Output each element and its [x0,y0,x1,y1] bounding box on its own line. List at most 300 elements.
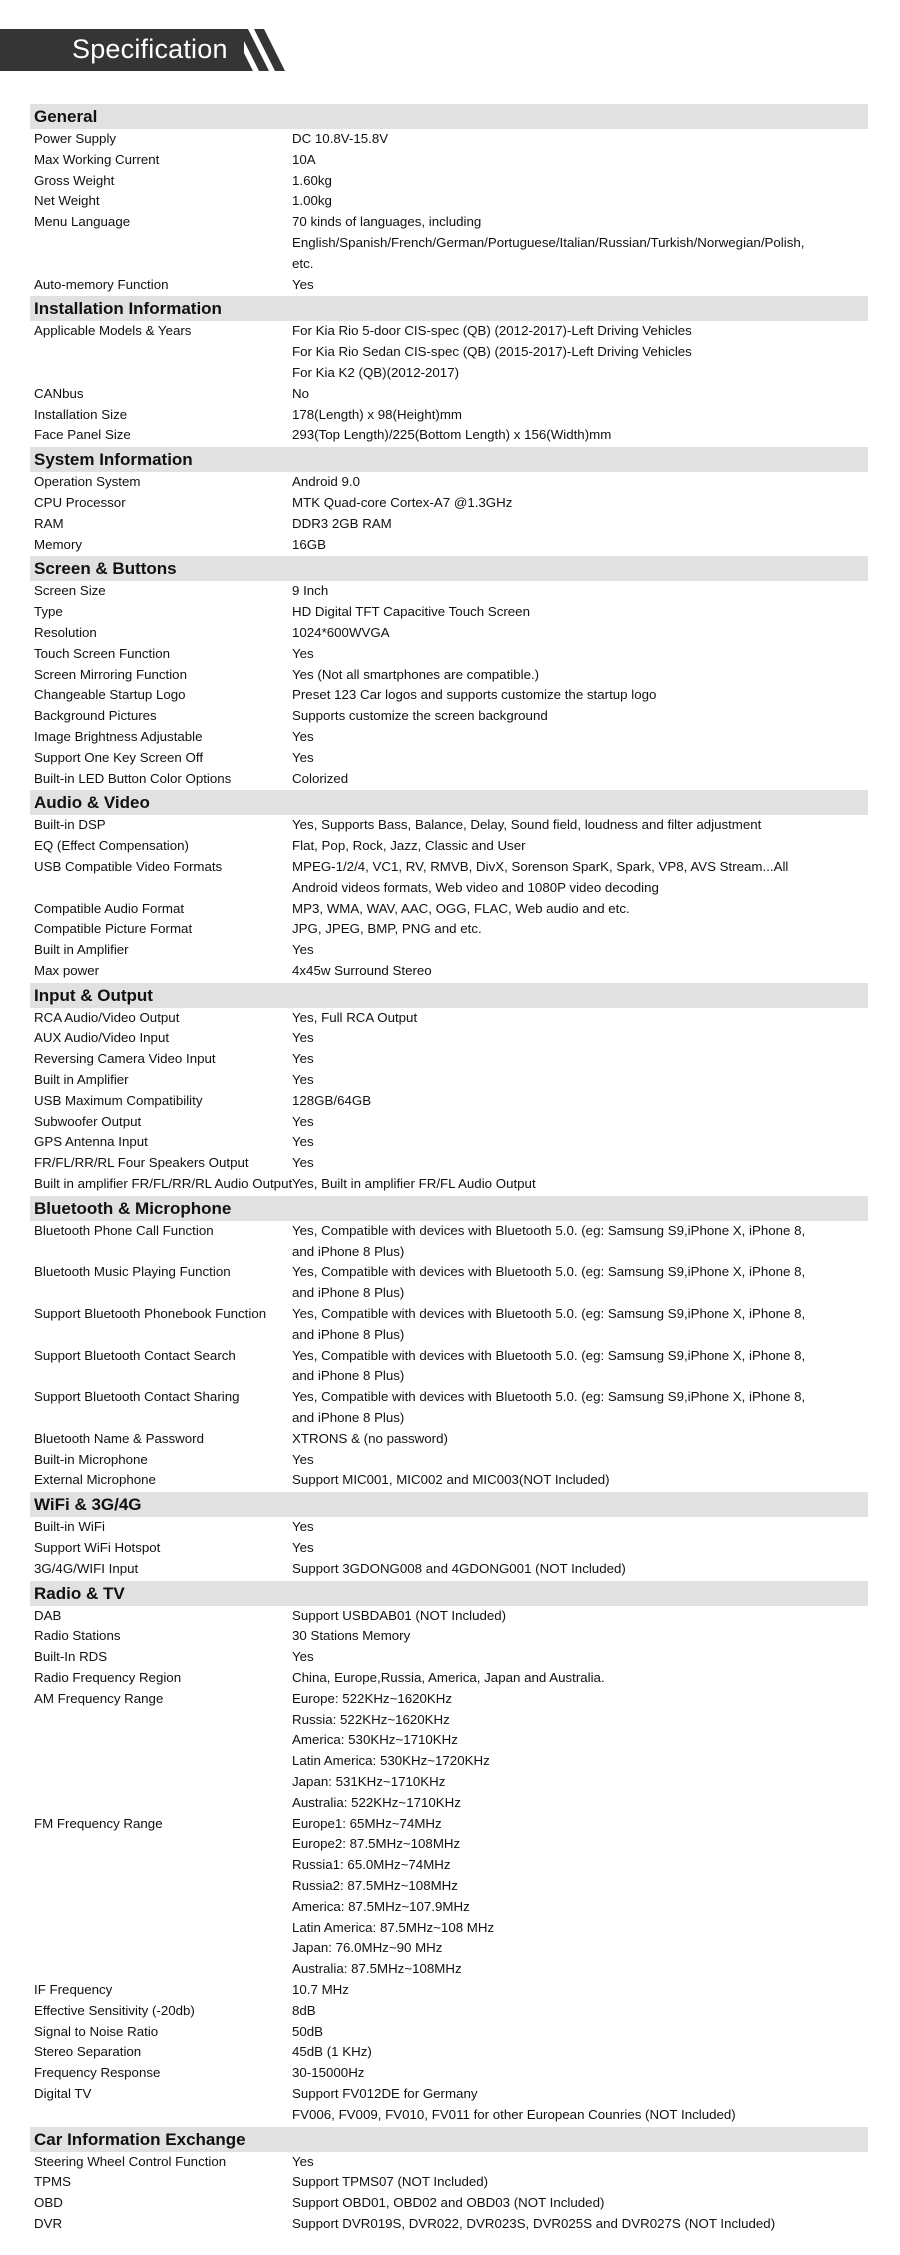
spec-value [292,405,868,426]
spec-row [30,1387,868,1429]
spec-label: GPS Antenna Input [34,1134,148,1150]
spec-label: Digital TV [34,2085,92,2101]
spec-row [30,1221,868,1263]
spec-label: Touch Screen Function [34,645,171,661]
spec-row [30,1626,868,1647]
spec-value-line: and iPhone 8 Plus) [292,1243,405,1259]
spec-value [292,899,868,920]
spec-label: Built in Amplifier [34,1072,129,1088]
spec-value [292,1538,868,1559]
spec-value-line: MP3, WMA, WAV, AAC, OGG, FLAC, Web audio and etc. [292,900,630,916]
spec-value-line: Australia: 522KHz~1710KHz [292,1794,461,1810]
spec-value-line: Yes [292,1030,314,1046]
section-header: Car Information Exchange [30,2127,868,2152]
spec-label: USB Compatible Video Formats [34,858,223,874]
spec-row [30,623,868,644]
spec-label: RAM [34,515,64,531]
spec-value [292,1346,868,1388]
spec-row [30,472,868,493]
spec-row [30,899,868,920]
spec-label: Net Weight [34,193,100,209]
spec-value-line: Yes [292,1051,314,1067]
spec-row [30,171,868,192]
page-title: Specification [72,34,228,64]
spec-value [292,644,868,665]
spec-row [30,275,868,296]
spec-value [292,1689,868,1814]
spec-value-line: Yes [292,1519,314,1535]
spec-value-line: Yes [292,728,314,744]
spec-value [292,1028,868,1049]
spec-value-line: and iPhone 8 Plus) [292,1326,405,1342]
spec-row [30,493,868,514]
spec-value-line: and iPhone 8 Plus) [292,1285,405,1301]
spec-row [30,1091,868,1112]
spec-value-line: Yes (Not all smartphones are compatible.) [292,666,540,682]
spec-value [292,836,868,857]
spec-value-line: 4x45w Surround Stereo [292,962,432,978]
spec-row [30,919,868,940]
spec-value [292,1559,868,1580]
spec-value-line: Yes, Compatible with devices with Bluetooth 5.0. (eg: Samsung S9,iPhone X, iPhone 8, [292,1389,806,1405]
spec-value-line: and iPhone 8 Plus) [292,1410,405,1426]
spec-label: USB Maximum Compatibility [34,1092,203,1108]
spec-label: 3G/4G/WIFI Input [34,1560,139,1576]
spec-label: Support Bluetooth Phonebook Function [34,1306,267,1322]
spec-label: OBD [34,2195,63,2211]
spec-row [30,1028,868,1049]
spec-row [30,384,868,405]
spec-row [30,602,868,623]
section-header: General [30,104,868,129]
spec-row [30,2193,868,2214]
spec-value-line: Yes [292,276,314,292]
spec-value-line: and iPhone 8 Plus) [292,1368,405,1384]
spec-label: Built-in DSP [34,817,106,833]
spec-value-line: Yes, Compatible with devices with Bluetooth 5.0. (eg: Samsung S9,iPhone X, iPhone 8, [292,1347,806,1363]
spec-label: Frequency Response [34,2065,161,2081]
section-header: Screen & Buttons [30,556,868,581]
spec-row [30,1174,868,1195]
spec-value [292,150,868,171]
spec-label: Screen Size [34,583,106,599]
spec-label: TPMS [34,2174,71,2190]
spec-row [30,129,868,150]
spec-value-line: Yes [292,1649,314,1665]
spec-value-line: Yes [292,942,314,958]
spec-row [30,644,868,665]
spec-label: Signal to Noise Ratio [34,2023,159,2039]
spec-label: Menu Language [34,214,131,230]
spec-value [292,665,868,686]
spec-value-line: Support DVR019S, DVR022, DVR023S, DVR025S and DVR027S (NOT Included) [292,2215,776,2231]
spec-value [292,1153,868,1174]
spec-row [30,1517,868,1538]
spec-value [292,2172,868,2193]
spec-value [292,961,868,982]
spec-row [30,815,868,836]
spec-value [292,493,868,514]
spec-label: Radio Stations [34,1628,121,1644]
spec-row [30,685,868,706]
spec-table [30,103,868,2235]
spec-value-line: JPG, JPEG, BMP, PNG and etc. [292,921,482,937]
spec-value [292,1008,868,1029]
spec-value [292,1980,868,2001]
spec-value [292,706,868,727]
spec-value-line: MTK Quad-core Cortex-A7 @1.3GHz [292,494,513,510]
spec-value [292,857,868,899]
spec-label: Screen Mirroring Function [34,666,187,682]
spec-label: FM Frequency Range [34,1815,163,1831]
spec-value [292,2084,868,2126]
spec-row [30,321,868,383]
spec-value-line: Yes [292,1155,314,1171]
spec-label: AM Frequency Range [34,1690,164,1706]
spec-value [292,1049,868,1070]
spec-value [292,581,868,602]
spec-value-line: For Kia K2 (QB)(2012-2017) [292,364,460,380]
spec-value [292,191,868,212]
spec-label: Subwoofer Output [34,1113,142,1129]
spec-row [30,1153,868,1174]
spec-value [292,1112,868,1133]
spec-row [30,2084,868,2126]
spec-value-line: Yes, Compatible with devices with Bluetooth 5.0. (eg: Samsung S9,iPhone X, iPhone 8, [292,1306,806,1322]
spec-value [292,384,868,405]
spec-label: EQ (Effect Compensation) [34,838,189,854]
spec-value [292,1668,868,1689]
spec-value-line: Latin America: 87.5MHz~108 MHz [292,1919,495,1935]
spec-value [292,940,868,961]
spec-value-line: FV006, FV009, FV010, FV011 for other European Counries (NOT Included) [292,2106,736,2122]
spec-row [30,940,868,961]
spec-value-line: Support TPMS07 (NOT Included) [292,2174,489,2190]
spec-label: Support WiFi Hotspot [34,1540,161,1556]
spec-label: Built in amplifier FR/FL/RR/RL Audio Output [34,1176,293,1192]
spec-row [30,1689,868,1814]
section-header: WiFi & 3G/4G [30,1492,868,1517]
spec-value-line: Yes, Compatible with devices with Bluetooth 5.0. (eg: Samsung S9,iPhone X, iPhone 8, [292,1222,806,1238]
spec-row [30,1262,868,1304]
spec-value-line: Yes, Full RCA Output [292,1009,418,1025]
spec-value-line: 1024*600WVGA [292,624,390,640]
spec-row [30,1470,868,1491]
spec-value [292,1450,868,1471]
spec-value-line: No [292,385,309,401]
spec-value-line: 1.00kg [292,193,332,209]
spec-value [292,1262,868,1304]
spec-value-line: 178(Length) x 98(Height)mm [292,406,462,422]
spec-value [292,2214,868,2235]
spec-label: CANbus [34,385,84,401]
spec-value [292,1304,868,1346]
spec-value-line: 9 Inch [292,583,329,599]
spec-value-line: Support 3GDONG008 and 4GDONG001 (NOT Included) [292,1560,626,1576]
spec-label: Background Pictures [34,708,157,724]
spec-value-line: Yes, Compatible with devices with Bluetooth 5.0. (eg: Samsung S9,iPhone X, iPhone 8, [292,1264,806,1280]
spec-row [30,836,868,857]
section-header: Input & Output [30,983,868,1008]
spec-value-line: Russia1: 65.0MHz~74MHz [292,1857,451,1873]
spec-label: Built-in LED Button Color Options [34,770,232,786]
spec-value-line: English/Spanish/French/German/Portuguese/Italian/Russian/Turkish/Norwegian/Polish, [292,234,805,250]
spec-value-line: Yes [292,749,314,765]
spec-value [292,212,868,274]
spec-value [292,514,868,535]
spec-value [292,2152,868,2173]
spec-label: Built-In RDS [34,1649,108,1665]
spec-row [30,212,868,274]
spec-value-line: Russia: 522KHz~1620KHz [292,1711,450,1727]
spec-value [292,2063,868,2084]
spec-value [292,1470,868,1491]
spec-value-line: Support OBD01, OBD02 and OBD03 (NOT Included) [292,2195,605,2211]
spec-value-line: America: 530KHz~1710KHz [292,1732,458,1748]
spec-label: RCA Audio/Video Output [34,1009,180,1025]
spec-value [292,2042,868,2063]
spec-value-line: 30 Stations Memory [292,1628,411,1644]
spec-value [292,1606,868,1627]
spec-row [30,1980,868,2001]
spec-value [292,1387,868,1429]
spec-value-line: 10.7 MHz [292,1981,349,1997]
spec-value-line: Support FV012DE for Germany [292,2085,478,2101]
spec-value [292,1091,868,1112]
spec-value-line: 70 kinds of languages, including [292,214,482,230]
spec-row [30,1049,868,1070]
spec-value-line: 128GB/64GB [292,1092,372,1108]
spec-value [292,275,868,296]
spec-row [30,191,868,212]
spec-row [30,706,868,727]
spec-value [292,321,868,383]
spec-value [292,748,868,769]
section-header: Radio & TV [30,1581,868,1606]
spec-label: AUX Audio/Video Input [34,1030,170,1046]
spec-value [292,2001,868,2022]
spec-row [30,748,868,769]
spec-row [30,581,868,602]
spec-value-line: America: 87.5MHz~107.9MHz [292,1898,470,1914]
section-header: Installation Information [30,296,868,321]
spec-value [292,129,868,150]
spec-value-line: Yes [292,645,314,661]
spec-value-line: 30-15000Hz [292,2065,365,2081]
spec-value-line: Android videos formats, Web video and 1080P video decoding [292,879,659,895]
spec-value-line: Android 9.0 [292,474,361,490]
spec-value [292,1132,868,1153]
spec-row [30,1647,868,1668]
spec-row [30,150,868,171]
spec-value-line: Yes [292,1072,314,1088]
spec-value [292,769,868,790]
spec-label: Effective Sensitivity (-20db) [34,2002,195,2018]
spec-row [30,665,868,686]
spec-label: Bluetooth Music Playing Function [34,1264,231,1280]
spec-row [30,2001,868,2022]
spec-value-line: Support MIC001, MIC002 and MIC003(NOT Included) [292,1472,610,1488]
spec-value [292,815,868,836]
spec-row [30,1450,868,1471]
spec-row [30,2063,868,2084]
section-header: System Information [30,447,868,472]
spec-label: Type [34,604,63,620]
spec-label: Gross Weight [34,172,115,188]
spec-row [30,535,868,556]
spec-value [292,1070,868,1091]
spec-value [292,171,868,192]
spec-value [292,2022,868,2043]
spec-value [292,472,868,493]
spec-value-line: HD Digital TFT Capacitive Touch Screen [292,604,530,620]
spec-label: Memory [34,536,83,552]
spec-label: Built in Amplifier [34,942,129,958]
spec-value-line: 10A [292,151,316,167]
spec-row [30,2042,868,2063]
spec-row [30,1132,868,1153]
spec-value [292,919,868,940]
spec-row [30,727,868,748]
spec-value-line: Yes [292,1451,314,1467]
spec-row [30,1559,868,1580]
stripes-decoration [222,29,294,71]
spec-label: Support Bluetooth Contact Sharing [34,1389,240,1405]
spec-value-line: 50dB [292,2023,324,2039]
spec-value-line: Latin America: 530KHz~1720KHz [292,1753,490,1769]
spec-label: Face Panel Size [34,427,131,443]
spec-value-line: MPEG-1/2/4, VC1, RV, RMVB, DivX, Sorenson SparK, Spark, VP8, AVS Stream...All [292,858,789,874]
spec-row [30,2022,868,2043]
spec-value-line: Japan: 531KHz~1710KHz [292,1773,446,1789]
spec-value-line: XTRONS & (no password) [292,1430,448,1446]
spec-value-line: Yes, Built in amplifier FR/FL Audio Output [292,1176,536,1192]
section-header: Audio & Video [30,790,868,815]
spec-label: Compatible Picture Format [34,921,193,937]
spec-value [292,1174,868,1195]
spec-value-line: Japan: 76.0MHz~90 MHz [292,1940,443,1956]
spec-row [30,1008,868,1029]
spec-value-line: China, Europe,Russia, America, Japan and Australia. [292,1670,605,1685]
spec-label: DAB [34,1607,62,1623]
spec-row [30,1346,868,1388]
spec-label: Applicable Models & Years [34,323,192,339]
spec-value [292,727,868,748]
spec-value-line: Europe: 522KHz~1620KHz [292,1690,453,1706]
spec-value-line: For Kia Rio 5-door CIS-spec (QB) (2012-2017)-Left Driving Vehicles [292,323,692,339]
spec-label: Changeable Startup Logo [34,687,186,703]
spec-value [292,535,868,556]
spec-value-line: Australia: 87.5MHz~108MHz [292,1961,462,1977]
spec-row [30,2214,868,2235]
spec-label: Resolution [34,624,97,640]
spec-value [292,623,868,644]
spec-row [30,514,868,535]
spec-row [30,1112,868,1133]
spec-row [30,1538,868,1559]
spec-row [30,425,868,446]
spec-value-line: Russia2: 87.5MHz~108MHz [292,1877,458,1893]
spec-value-line: Yes [292,1134,314,1150]
spec-value-line: Support USBDAB01 (NOT Included) [292,1607,507,1623]
spec-label: Power Supply [34,131,117,146]
spec-value-line: 1.60kg [292,172,332,188]
spec-row [30,1304,868,1346]
spec-value-line: For Kia Rio Sedan CIS-spec (QB) (2015-2017)-Left Driving Vehicles [292,344,692,360]
spec-value [292,1814,868,1980]
spec-row [30,1429,868,1450]
spec-value-line: DC 10.8V-15.8V [292,131,389,146]
spec-value [292,1429,868,1450]
spec-label: Compatible Audio Format [34,900,185,916]
spec-value [292,2193,868,2214]
spec-value-line: 293(Top Length)/225(Bottom Length) x 156(Width)mm [292,427,612,443]
spec-label: Installation Size [34,406,128,422]
spec-label: FR/FL/RR/RL Four Speakers Output [34,1155,249,1171]
section-header: Bluetooth & Microphone [30,1196,868,1221]
spec-label: Max Working Current [34,151,160,167]
spec-value [292,1647,868,1668]
spec-label: Support One Key Screen Off [34,749,204,765]
spec-label: Reversing Camera Video Input [34,1051,216,1067]
spec-value-line: 8dB [292,2002,316,2018]
spec-value-line: Flat, Pop, Rock, Jazz, Classic and User [292,838,526,854]
spec-label: IF Frequency [34,1981,113,1997]
spec-label: Built-in Microphone [34,1451,148,1467]
spec-value-line: 45dB (1 KHz) [292,2044,372,2060]
spec-label: Radio Frequency Region [34,1670,182,1685]
spec-value-line: Yes, Supports Bass, Balance, Delay, Sound field, loudness and filter adjustment [292,817,762,833]
spec-value-line: Preset 123 Car logos and supports customize the startup logo [292,687,657,703]
spec-label: Auto-memory Function [34,276,169,292]
spec-value-line: Yes [292,2153,314,2169]
spec-row [30,961,868,982]
spec-row [30,1814,868,1980]
title-banner [0,29,294,71]
spec-label: Support Bluetooth Contact Search [34,1347,236,1363]
spec-row [30,857,868,899]
spec-row [30,2172,868,2193]
spec-label: Operation System [34,474,141,490]
spec-value [292,685,868,706]
spec-label: Max power [34,962,100,978]
spec-value-line: Europe2: 87.5MHz~108MHz [292,1836,461,1852]
spec-label: CPU Processor [34,494,126,510]
spec-row [30,405,868,426]
spec-row [30,1668,868,1689]
spec-label: Bluetooth Name & Password [34,1430,204,1446]
spec-label: Image Brightness Adjustable [34,728,203,744]
spec-row [30,2152,868,2173]
spec-value [292,602,868,623]
spec-row [30,769,868,790]
spec-label: External Microphone [34,1472,156,1488]
spec-value [292,425,868,446]
spec-value-line: Supports customize the screen background [292,708,548,724]
spec-label: Built-in WiFi [34,1519,105,1535]
spec-value [292,1221,868,1263]
spec-row [30,1070,868,1091]
spec-label: DVR [34,2215,63,2231]
spec-value-line: etc. [292,255,314,271]
spec-value-line: DDR3 2GB RAM [292,515,392,531]
spec-label: Stereo Separation [34,2044,142,2060]
spec-value-line: Colorized [292,770,349,786]
spec-value [292,1626,868,1647]
spec-value-line: Europe1: 65MHz~74MHz [292,1815,442,1831]
spec-label: Bluetooth Phone Call Function [34,1222,214,1238]
spec-value-line: Yes [292,1113,314,1129]
